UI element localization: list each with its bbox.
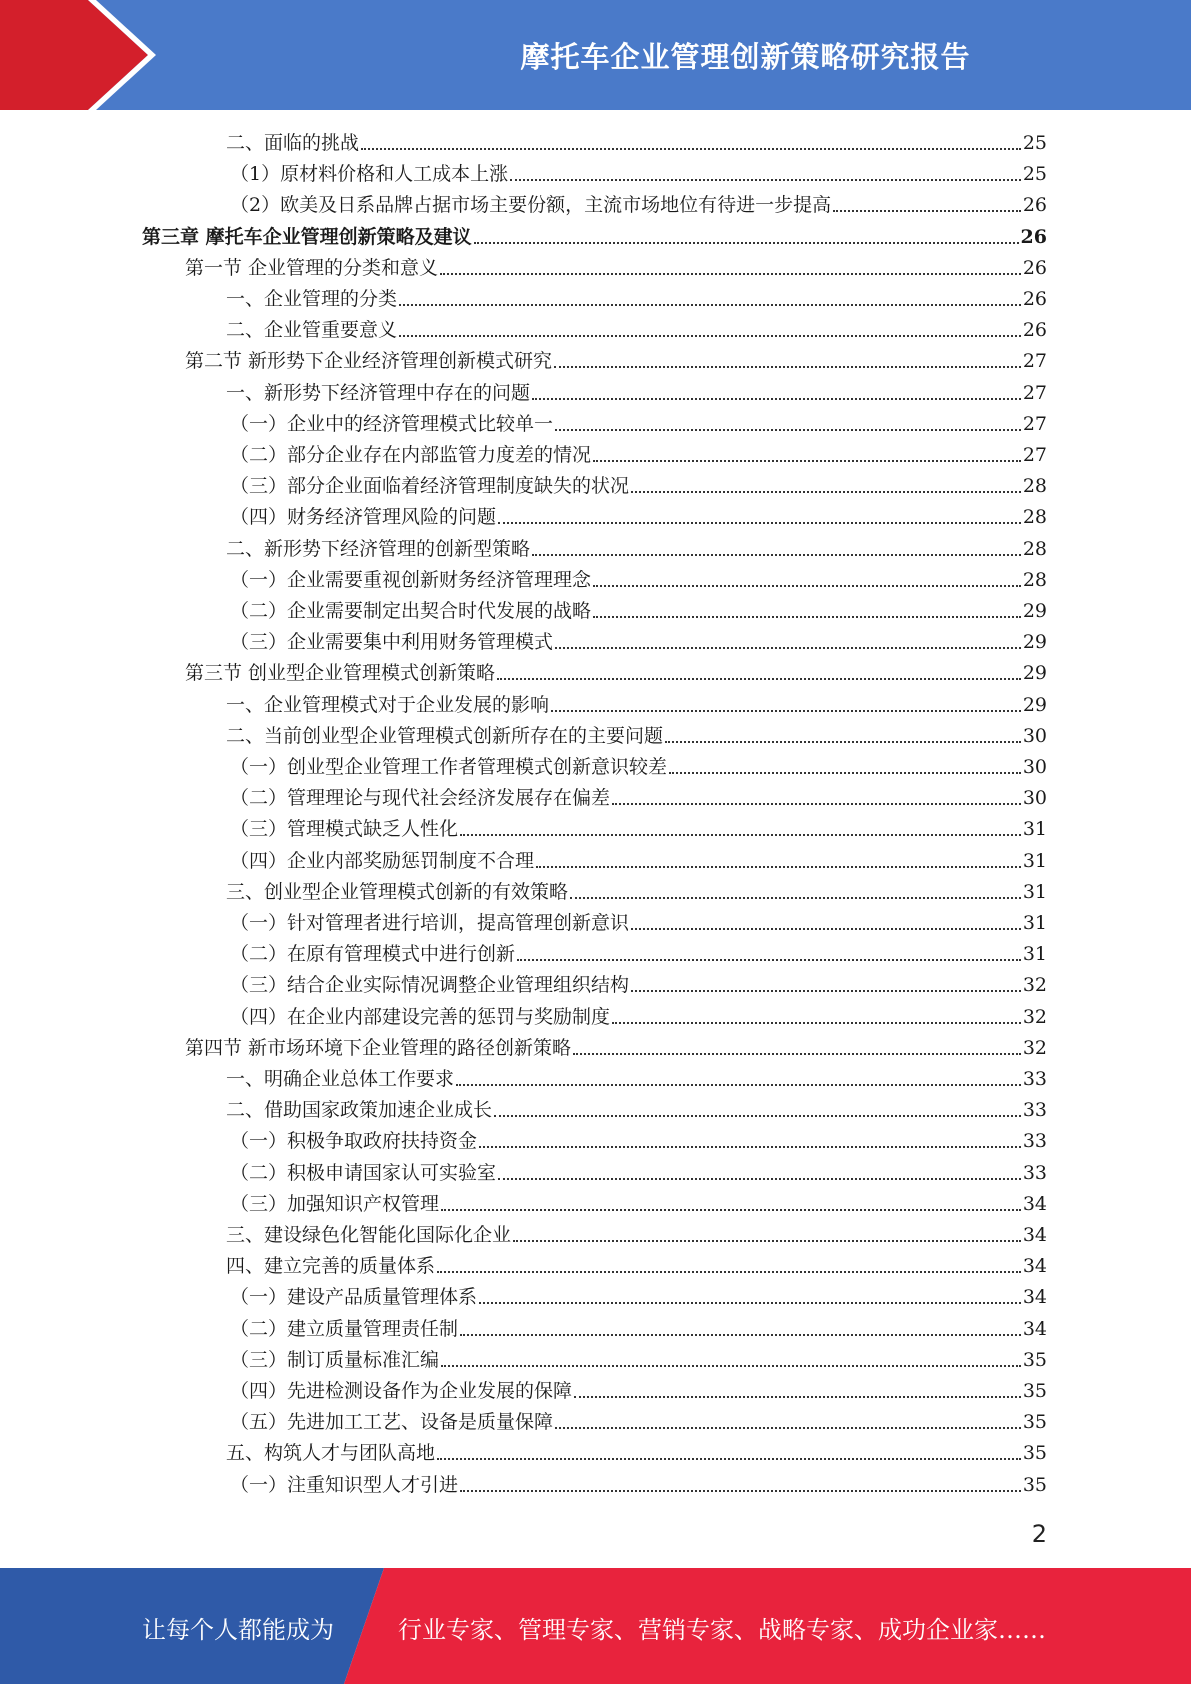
toc-entry[interactable] [230,409,1047,440]
toc-entry-page: 31 [1022,943,1047,966]
toc-entry-title: 三、创业型企业管理模式创新的有效策略 [226,880,569,903]
toc-entry-title: 一、企业管理模式对于企业发展的影响 [226,693,550,716]
toc-entry[interactable] [226,1251,1047,1282]
toc-entry[interactable] [226,690,1047,721]
toc-dot-leader [361,147,1021,150]
toc-entry[interactable] [226,534,1047,565]
toc-dot-leader [440,272,1021,275]
toc-entry-title: 二、当前创业型企业管理模式创新所存在的主要问题 [226,724,664,747]
toc-entry-page: 30 [1022,787,1047,810]
toc-entry[interactable] [230,1470,1047,1501]
toc-dot-leader [574,1395,1021,1398]
toc-entry-page: 34 [1022,1317,1047,1340]
toc-entry-page: 26 [1022,288,1047,310]
footer-slogan-right: 行业专家、管理专家、营销专家、战略专家、成功企业家…… [398,1616,1046,1644]
toc-entry-page: 31 [1022,912,1047,934]
toc-entry-title: （三）企业需要集中利用财务管理模式 [230,631,554,654]
toc-entry-title: （二）管理理论与现代社会经济发展存在偏差 [230,787,611,810]
toc-entry[interactable] [226,721,1047,752]
document-title-text: 摩托车企业管理创新策略研究报告 [520,39,971,74]
toc-entry-page: 33 [1022,1130,1047,1153]
toc-dot-leader [612,802,1021,805]
toc-entry-title: 第三章 摩托车企业管理创新策略及建议 [142,225,472,248]
toc-entry[interactable] [230,440,1047,471]
toc-entry-page: 26 [1022,194,1047,217]
toc-entry-title: 第四节 新市场环境下企业管理的路径创新策略 [185,1036,572,1059]
toc-dot-leader [510,178,1021,181]
toc-dot-leader [631,927,1021,930]
toc-entry[interactable] [230,1314,1047,1345]
toc-entry[interactable] [230,596,1047,627]
toc-entry-page: 32 [1022,1005,1047,1028]
toc-entry-title: （二）部分企业存在内部监管力度差的情况 [230,444,592,466]
toc-dot-leader [536,865,1021,868]
toc-dot-leader [456,1083,1021,1086]
toc-dot-leader [460,1333,1021,1336]
toc-dot-leader [593,584,1021,587]
toc-entry-title: （2）欧美及日系品牌占据市场主要份额，主流市场地位有待进一步提高 [230,194,832,217]
page-number: 2 [1031,1520,1047,1548]
toc-entry[interactable] [226,1095,1047,1126]
toc-dot-leader [441,1364,1021,1367]
toc-entry-page: 26 [1022,256,1047,279]
toc-entry-title: （1）原材料价格和人工成本上涨 [230,163,509,186]
toc-dot-leader [441,1208,1021,1211]
document-title [300,0,1191,110]
toc-entry-title: 二、面临的挑战 [226,132,360,154]
toc-entry[interactable] [230,1126,1047,1157]
toc-entry[interactable] [226,1438,1047,1469]
toc-entry-title: （一）注重知识型人才引进 [230,1473,459,1496]
toc-entry-page: 32 [1022,1036,1047,1059]
toc-entry-page: 33 [1022,1161,1047,1184]
toc-entry[interactable] [230,502,1047,533]
toc-entry-page: 34 [1022,1255,1047,1278]
toc-entry[interactable] [226,128,1047,159]
toc-dot-leader [497,677,1021,680]
toc-dot-leader [593,615,1021,618]
toc-entry-page: 35 [1022,1380,1047,1402]
toc-entry-page: 34 [1022,1286,1047,1309]
toc-dot-leader [479,1301,1021,1304]
toc-entry-title: （四）在企业内部建设完善的惩罚与奖励制度 [230,1005,611,1028]
toc-entry[interactable] [230,1345,1047,1376]
toc-entry[interactable] [230,1189,1047,1220]
toc-entry-title: （五）先进加工工艺、设备是质量保障 [230,1411,554,1434]
toc-entry-title: （一）积极争取政府扶持资金 [230,1130,478,1153]
toc-entry-title: （一）创业型企业管理工作者管理模式创新意识较差 [230,756,668,778]
toc-entry-page: 31 [1022,880,1047,903]
toc-entry-page: 35 [1022,1411,1047,1434]
toc-dot-leader [437,1270,1021,1273]
toc-entry-page: 28 [1022,475,1047,498]
toc-entry-title: （一）企业中的经济管理模式比较单一 [230,412,554,435]
toc-dot-leader [460,1489,1021,1492]
toc-entry-title: 二、企业管重要意义 [226,319,398,342]
toc-entry[interactable] [185,658,1047,689]
toc-entry-page: 29 [1022,600,1047,622]
toc-entry[interactable] [230,471,1047,502]
toc-entry-page: 32 [1022,974,1047,997]
toc-entry-title: 二、借助国家政策加速企业成长 [226,1099,493,1122]
toc-entry-title: （四）先进检测设备作为企业发展的保障 [230,1380,573,1402]
toc-entry-page: 27 [1022,444,1047,466]
toc-entry-title: （三）管理模式缺乏人性化 [230,818,459,841]
toc-dot-leader [513,1239,1021,1242]
toc-entry[interactable] [230,565,1047,596]
toc-entry-page: 28 [1022,537,1047,560]
toc-entry[interactable] [230,783,1047,814]
toc-entry-title: 一、企业管理的分类 [226,288,398,310]
toc-entry[interactable] [230,1282,1047,1313]
toc-dot-leader [555,428,1021,431]
toc-entry-page: 26 [1020,225,1047,248]
toc-dot-leader [494,1114,1021,1117]
toc-entry-title: 第三节 创业型企业管理模式创新策略 [185,662,496,685]
toc-entry-page: 30 [1022,756,1047,778]
toc-entry-title: （二）企业需要制定出契合时代发展的战略 [230,600,592,622]
toc-entry-title: （一）企业需要重视创新财务经济管理理念 [230,568,592,591]
toc-entry-title: （一）针对管理者进行培训，提高管理创新意识 [230,912,630,934]
toc-entry-title: （三）结合企业实际情况调整企业管理组织结构 [230,974,630,997]
page-header [0,0,1191,110]
toc-entry-page: 31 [1022,818,1047,841]
toc-entry[interactable] [185,253,1047,284]
toc-dot-leader [437,1457,1021,1460]
toc-entry-page: 26 [1022,319,1047,342]
toc-entry[interactable] [230,627,1047,658]
toc-entry-title: （三）部分企业面临着经济管理制度缺失的状况 [230,475,630,498]
toc-dot-leader [399,334,1021,337]
toc-entry-page: 35 [1022,1473,1047,1496]
toc-dot-leader [474,241,1019,244]
toc-entry-title: （四）财务经济管理风险的问题 [230,506,497,529]
toc-entry[interactable] [230,1002,1047,1033]
toc-entry-page: 27 [1022,412,1047,435]
toc-entry[interactable] [185,346,1047,377]
toc-entry-page: 28 [1022,568,1047,591]
toc-dot-leader [517,958,1021,961]
toc-entry-title: 四、建立完善的质量体系 [226,1255,436,1278]
toc-entry[interactable] [230,908,1047,939]
toc-entry-page: 25 [1022,163,1047,186]
toc-dot-leader [498,521,1021,524]
toc-entry[interactable] [226,284,1047,315]
toc-entry-title: 第一节 企业管理的分类和意义 [185,256,439,279]
toc-entry-page: 33 [1022,1099,1047,1122]
toc-entry[interactable] [230,159,1047,190]
toc-entry[interactable] [230,814,1047,845]
toc-dot-leader [631,989,1021,992]
toc-entry-title: （三）加强知识产权管理 [230,1192,440,1215]
toc-entry-title: （三）制订质量标准汇编 [230,1348,440,1371]
toc-entry[interactable] [226,1064,1047,1095]
toc-entry[interactable] [142,222,1047,253]
toc-dot-leader [665,740,1021,743]
toc-entry-page: 31 [1022,849,1047,872]
toc-entry-title: （四）企业内部奖励惩罚制度不合理 [230,849,535,872]
toc-dot-leader [570,896,1021,899]
toc-entry-page: 29 [1022,662,1047,685]
toc-dot-leader [532,397,1021,400]
toc-entry[interactable] [226,877,1047,908]
toc-dot-leader [479,1145,1021,1148]
toc-dot-leader [532,553,1021,556]
toc-entry-page: 35 [1022,1348,1047,1371]
toc-entry[interactable] [230,846,1047,877]
toc-entry-page: 35 [1022,1442,1047,1465]
toc-entry[interactable] [226,1220,1047,1251]
toc-entry-title: （一）建设产品质量管理体系 [230,1286,478,1309]
toc-dot-leader [573,1052,1021,1055]
toc-entry-page: 27 [1022,350,1047,373]
toc-entry[interactable] [185,1033,1047,1064]
toc-entry-page: 28 [1022,506,1047,529]
toc-entry-title: （二）积极申请国家认可实验室 [230,1161,497,1184]
toc-entry[interactable] [230,1407,1047,1438]
toc-entry[interactable] [226,315,1047,346]
toc-entry-title: 二、新形势下经济管理的创新型策略 [226,537,531,560]
toc-entry[interactable] [226,378,1047,409]
toc-dot-leader [460,833,1021,836]
toc-entry[interactable] [230,752,1047,783]
toc-entry-title: 五、构筑人才与团队高地 [226,1442,436,1465]
toc-entry[interactable] [230,970,1047,1001]
toc-dot-leader [555,646,1021,649]
toc-entry-title: 三、建设绿色化智能化国际化企业 [226,1224,512,1246]
toc-entry[interactable] [230,1376,1047,1407]
toc-entry-page: 29 [1022,693,1047,716]
toc-entry-title: （二）建立质量管理责任制 [230,1317,459,1340]
toc-entry-title: （二）在原有管理模式中进行创新 [230,943,516,966]
header-red-chevron [0,0,160,110]
toc-entry-page: 34 [1022,1224,1047,1246]
toc-entry-page: 27 [1022,381,1047,404]
toc-dot-leader [612,1021,1021,1024]
toc-dot-leader [555,1426,1021,1429]
toc-entry-page: 29 [1022,631,1047,654]
toc-entry-page: 30 [1022,724,1047,747]
toc-entry[interactable] [230,190,1047,221]
toc-dot-leader [399,303,1021,306]
toc-dot-leader [554,365,1021,368]
toc-entry-title: 一、新形势下经济管理中存在的问题 [226,381,531,404]
toc-entry-title: 一、明确企业总体工作要求 [226,1068,455,1090]
toc-dot-leader [593,459,1021,462]
toc-entry-title: 第二节 新形势下企业经济管理创新模式研究 [185,350,553,373]
toc-entry-page: 34 [1022,1192,1047,1215]
toc-dot-leader [669,771,1021,774]
toc-entry-page: 25 [1022,132,1047,154]
toc-entry[interactable] [230,1158,1047,1189]
toc-entry[interactable] [230,939,1047,970]
footer-slogan-left: 让每个人都能成为 [142,1616,334,1644]
toc-dot-leader [833,209,1021,212]
toc-dot-leader [631,490,1021,493]
toc-dot-leader [551,709,1021,712]
toc-entry-page: 33 [1022,1068,1047,1090]
toc-dot-leader [498,1177,1021,1180]
